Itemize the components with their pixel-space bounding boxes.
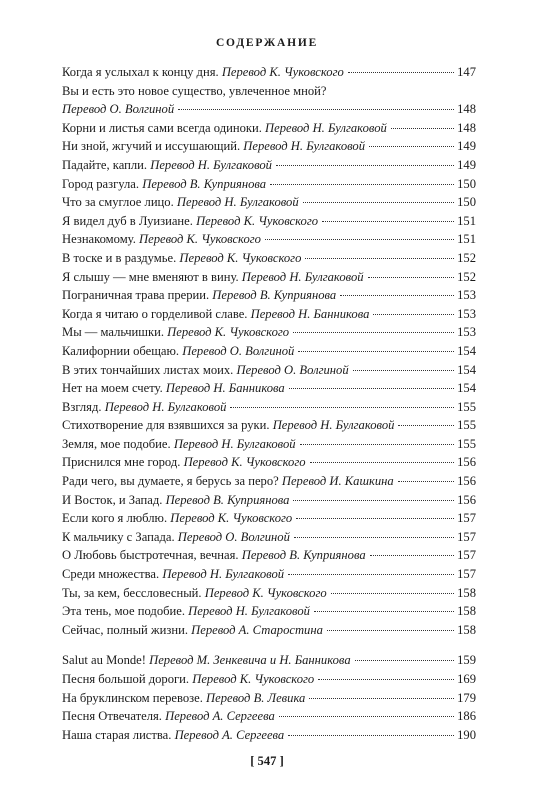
- dot-leader: [391, 128, 454, 129]
- toc-entry: [62, 82, 476, 119]
- toc-entry-page: 190: [457, 727, 476, 742]
- toc-entry-row: [62, 100, 476, 119]
- toc-entry-text: [62, 100, 174, 119]
- toc-group-1: [62, 63, 476, 639]
- dot-leader: [288, 735, 454, 736]
- toc-entry-title: Приснился мне город.: [62, 455, 181, 470]
- toc-entry-text: [62, 707, 275, 726]
- toc-entry-title: Взгляд.: [62, 399, 102, 414]
- toc-entry-title: На бруклинском перевозе.: [62, 690, 203, 705]
- dot-leader: [355, 660, 454, 661]
- toc-entry-title: В этих тончайших листах моих.: [62, 362, 234, 377]
- toc-entry-title: Что за смуглое лицо.: [62, 195, 174, 210]
- toc-entry-translator: Перевод В. Левика: [206, 690, 306, 705]
- toc-entry-text: [62, 528, 290, 547]
- toc-entry: [62, 230, 476, 249]
- toc-entry-title: Эта тень, мое подобие.: [62, 604, 186, 619]
- toc-entry-translator: Перевод Н. Булгаковой: [162, 567, 285, 582]
- toc-entry-page: 155: [457, 436, 476, 451]
- dot-leader: [293, 332, 454, 333]
- toc-entry-translator: Перевод Н. Булгаковой: [176, 195, 299, 210]
- toc-entry-text: [62, 286, 336, 305]
- toc-entry-page: 156: [457, 455, 476, 470]
- dot-leader: [318, 679, 454, 680]
- toc-entry-title: Нет на моем счету.: [62, 381, 163, 396]
- toc-entry-title: Когда я услыхал к концу дня.: [62, 65, 219, 79]
- toc-entry-row: [62, 565, 476, 584]
- dot-leader: [300, 444, 455, 445]
- toc-entry-row: [62, 249, 476, 268]
- toc-entry-text: [62, 726, 284, 745]
- toc-entry-translator: Перевод В. Куприянова: [212, 288, 337, 303]
- toc-entry-translator: Перевод Н. Булгаковой: [150, 157, 272, 172]
- toc-entry-row: [62, 212, 476, 231]
- toc-entry-title: Если кого я люблю.: [62, 511, 168, 526]
- toc-entry-title: Ты, за кем, бессловесный.: [62, 585, 202, 600]
- toc-entry-translator: Перевод Н. Булгаковой: [173, 436, 296, 451]
- toc-entry: [62, 707, 476, 726]
- toc-entry-text: [62, 546, 366, 565]
- toc-entry-title: Сейчас, полный жизни.: [62, 622, 188, 637]
- toc-entry: [62, 268, 476, 287]
- toc-entry-page: 150: [457, 195, 476, 210]
- toc-entry-page: 155: [457, 418, 476, 433]
- toc-entry-page: 152: [457, 269, 476, 284]
- toc-entry-translator: Перевод Н. Банникова: [250, 306, 370, 321]
- dot-leader: [303, 202, 454, 203]
- toc-entry: [62, 670, 476, 689]
- toc-entry-row: [62, 379, 476, 398]
- toc-group-2: [62, 651, 476, 744]
- toc-entry: [62, 546, 476, 565]
- toc-entry-row: [62, 342, 476, 361]
- toc-entry-row: [62, 453, 476, 472]
- toc-entry-page: 157: [457, 529, 476, 544]
- toc-entry-page: 157: [457, 511, 476, 526]
- toc-entry-page: 157: [457, 567, 476, 582]
- toc-entry: [62, 491, 476, 510]
- toc-entry-text: [62, 63, 344, 82]
- toc-entry: [62, 137, 476, 156]
- toc-entry-row: [62, 509, 476, 528]
- toc-entry-row: [62, 305, 476, 324]
- dot-leader: [353, 370, 454, 371]
- toc-entry-translator: Перевод Н. Булгаковой: [243, 139, 366, 154]
- toc-entry-translator: Перевод А. Сергеева: [174, 727, 285, 742]
- toc-entry-text: [62, 472, 394, 491]
- dot-leader: [327, 630, 454, 631]
- toc-entry-title: Незнакомому.: [62, 232, 136, 247]
- toc-entry-translator: Перевод К. Чуковского: [204, 585, 327, 600]
- toc-entry-page: 147: [457, 65, 476, 79]
- toc-entry-text: [62, 670, 314, 689]
- toc-entry-translator: Перевод Н. Булгаковой: [265, 120, 387, 135]
- toc-entry-translator: Перевод О. Волгиной: [62, 102, 175, 117]
- toc-entry: [62, 193, 476, 212]
- toc-entry-title: Когда я читаю о горделивой славе.: [62, 306, 248, 321]
- toc-entry-translator: Перевод К. Чуковского: [167, 325, 290, 340]
- toc-entry-title: Salut au Monde!: [62, 653, 146, 668]
- dot-leader: [296, 518, 454, 519]
- toc-entry-row: [62, 193, 476, 212]
- toc-entry-translator: Перевод В. Куприянова: [165, 492, 290, 507]
- toc-entry-text: [62, 621, 323, 640]
- toc-entry-title: Корни и листья сами всегда одиноки.: [62, 120, 262, 135]
- toc-entry-title: Песня Отвечателя.: [62, 709, 162, 724]
- toc-entry-page: 159: [457, 653, 476, 668]
- toc-entry: [62, 584, 476, 603]
- toc-entry: [62, 156, 476, 175]
- toc-entry-text: [62, 651, 351, 670]
- toc-entry-page: 154: [457, 343, 476, 358]
- toc-entry: [62, 435, 476, 454]
- toc-entry-row: [62, 398, 476, 417]
- dot-leader: [368, 277, 455, 278]
- toc-entry-page: 156: [457, 492, 476, 507]
- toc-entry-text: [62, 230, 261, 249]
- toc-entry-row: [62, 491, 476, 510]
- toc-entry: [62, 621, 476, 640]
- toc-entry-title: Мы — мальчишки.: [62, 325, 164, 340]
- dot-leader: [309, 698, 454, 699]
- toc-entry-translator: Перевод Н. Банникова: [165, 381, 285, 396]
- toc-entry-page: 179: [457, 690, 476, 705]
- toc-entry-title: Я видел дуб в Луизиане.: [62, 213, 193, 228]
- toc-entry-translator: Перевод Н. Булгаковой: [272, 418, 395, 433]
- toc-entry: [62, 416, 476, 435]
- toc-entry-row: [62, 361, 476, 380]
- toc-entry-row: [62, 689, 476, 708]
- dot-leader: [398, 481, 454, 482]
- toc-entry: [62, 249, 476, 268]
- toc-entry: [62, 379, 476, 398]
- toc-entry-title: Пограничная трава прерии.: [62, 288, 210, 303]
- toc-entry-page: 155: [457, 399, 476, 414]
- toc-entry-row: [62, 546, 476, 565]
- dot-leader: [310, 462, 455, 463]
- toc-entry: [62, 602, 476, 621]
- toc-entry-row: [62, 230, 476, 249]
- dot-leader: [373, 314, 454, 315]
- toc-entry-translator: Перевод Н. Булгаковой: [104, 399, 227, 414]
- toc-entry-title: Ради чего, вы думаете, я берусь за перо?: [62, 474, 279, 489]
- dot-leader: [294, 537, 454, 538]
- dot-leader: [288, 574, 454, 575]
- toc-entry-text: [62, 305, 369, 324]
- toc-entry: [62, 286, 476, 305]
- toc-entry-page: 148: [457, 102, 476, 117]
- toc-entry-text: [62, 342, 294, 361]
- dot-leader: [370, 555, 454, 556]
- toc-entry-row: [62, 435, 476, 454]
- toc-entry: [62, 119, 476, 138]
- toc-entry-title: Город разгула.: [62, 176, 140, 191]
- toc-entry-translator: Перевод К. Чуковского: [196, 213, 319, 228]
- toc-entry-row: [62, 584, 476, 603]
- toc-entry-text: [62, 453, 306, 472]
- toc-entry-page: 157: [457, 548, 476, 563]
- toc-entry-text: [62, 509, 292, 528]
- dot-leader: [230, 407, 454, 408]
- toc-entry-translator: Перевод Н. Булгаковой: [188, 604, 310, 619]
- toc-entry-row: [62, 472, 476, 491]
- toc-entry-text: [62, 602, 310, 621]
- toc-entry-title: Среди множества.: [62, 567, 160, 582]
- dot-leader: [322, 221, 454, 222]
- toc-entry-translator: Перевод М. Зенкевича и Н. Банникова: [149, 653, 351, 668]
- dot-leader: [289, 388, 454, 389]
- toc-entry-translator: Перевод О. Волгиной: [177, 529, 290, 544]
- toc-entry-row: [62, 156, 476, 175]
- toc-entry: [62, 398, 476, 417]
- toc-entry: [62, 212, 476, 231]
- toc-entry-page: 151: [457, 232, 476, 247]
- toc-entry-text: [62, 584, 327, 603]
- toc-entry-text: [62, 565, 284, 584]
- toc-entry-page: 153: [457, 288, 476, 303]
- toc-entry-text: [62, 193, 299, 212]
- toc-entry-text: [62, 361, 349, 380]
- toc-entry-text: [62, 491, 289, 510]
- toc-entry-page: 158: [457, 622, 476, 637]
- toc-entry-text: [62, 398, 226, 417]
- toc-entry-text: [62, 249, 301, 268]
- toc-entry-page: 149: [457, 139, 476, 154]
- toc-entry: [62, 305, 476, 324]
- toc-entry-row: [62, 602, 476, 621]
- toc-entry-page: 152: [457, 250, 476, 265]
- toc-entry-text: [62, 175, 266, 194]
- dot-leader: [314, 611, 454, 612]
- toc-entry-translator: Перевод К. Чуковского: [170, 511, 293, 526]
- toc-entry-title: Ни зной, жгучий и иссушающий.: [62, 139, 241, 154]
- toc-entry: [62, 323, 476, 342]
- dot-leader: [305, 258, 454, 259]
- toc-entry-title: Наша старая листва.: [62, 727, 172, 742]
- toc-entry: [62, 509, 476, 528]
- toc-entry-translator: Перевод В. Куприянова: [241, 548, 366, 563]
- toc-entry-row: [62, 707, 476, 726]
- dot-leader: [279, 716, 454, 717]
- dot-leader: [398, 425, 454, 426]
- toc-entry-page: 158: [457, 604, 476, 619]
- toc-entry: [62, 689, 476, 708]
- toc-entry: [62, 175, 476, 194]
- toc-entry-page: 169: [457, 672, 476, 686]
- toc-entry-page: 153: [457, 306, 476, 321]
- toc-entry-translator: Перевод И. Кашкина: [281, 474, 394, 489]
- toc-entry-title: Калифорнии обещаю.: [62, 343, 180, 358]
- toc-entry-row: [62, 621, 476, 640]
- dot-leader: [340, 295, 454, 296]
- toc-entry-title: Песня большой дороги.: [62, 672, 190, 686]
- toc-entry: [62, 651, 476, 670]
- toc-entry-page: 156: [457, 474, 476, 489]
- toc-entry-page: 154: [457, 362, 476, 377]
- toc-entry-page: 186: [457, 709, 476, 724]
- toc-entry-row: [62, 119, 476, 138]
- dot-leader: [276, 165, 454, 166]
- toc-entry-page: 151: [457, 213, 476, 228]
- toc-entry: [62, 63, 476, 82]
- table-of-contents: [62, 63, 476, 744]
- toc-entry-text: [62, 435, 296, 454]
- toc-entry: [62, 565, 476, 584]
- toc-entry-title: Я слышу — мне вменяют в вину.: [62, 269, 239, 284]
- dot-leader: [348, 72, 454, 73]
- toc-entry-row: [62, 323, 476, 342]
- toc-entry-title: В тоске и в раздумье.: [62, 250, 177, 265]
- toc-entry-row: [62, 137, 476, 156]
- dot-leader: [298, 351, 454, 352]
- toc-entry-row: [62, 175, 476, 194]
- toc-entry: [62, 726, 476, 745]
- toc-entry-row: [62, 268, 476, 287]
- toc-entry-row: [62, 528, 476, 547]
- toc-entry-title: Падайте, капли.: [62, 157, 148, 172]
- dot-leader: [178, 109, 454, 110]
- toc-entry-row: [62, 286, 476, 305]
- toc-entry-translator: Перевод К. Чуковского: [221, 65, 344, 79]
- toc-entry-title: К мальчику с Запада.: [62, 529, 175, 544]
- toc-entry: [62, 528, 476, 547]
- toc-entry-page: 154: [457, 381, 476, 396]
- toc-entry: [62, 472, 476, 491]
- toc-entry-page: 153: [457, 325, 476, 340]
- toc-entry-translator: Перевод О. Волгиной: [236, 362, 349, 377]
- toc-entry-page: 149: [457, 157, 476, 172]
- dot-leader: [369, 146, 454, 147]
- toc-entry-text: [62, 119, 387, 138]
- toc-entry-translator: Перевод А. Сергеева: [165, 709, 275, 724]
- dot-leader: [270, 184, 454, 185]
- toc-entry-text: [62, 689, 305, 708]
- toc-entry-translator: Перевод А. Старостина: [191, 622, 323, 637]
- toc-entry-page: 150: [457, 176, 476, 191]
- toc-entry-row: [62, 416, 476, 435]
- toc-entry-text: [62, 137, 365, 156]
- page-number: [ 547 ]: [250, 754, 284, 768]
- toc-entry-text: [62, 156, 272, 175]
- toc-entry-translator: Перевод О. Волгиной: [182, 343, 295, 358]
- toc-entry-translator: Перевод К. Чуковского: [192, 672, 315, 686]
- toc-entry-page: 148: [457, 120, 476, 135]
- toc-entry-row: [62, 726, 476, 745]
- toc-entry-title: Земля, мое подобие.: [62, 436, 171, 451]
- toc-entry-title: О Любовь быстротечная, вечная.: [62, 548, 239, 563]
- toc-entry-translator: Перевод Н. Булгаковой: [241, 269, 364, 284]
- toc-entry-row: [62, 651, 476, 670]
- dot-leader: [293, 500, 454, 501]
- toc-entry-text: [62, 323, 289, 342]
- toc-entry-text: [62, 416, 394, 435]
- page-header: СОДЕРЖАНИЕ: [215, 37, 319, 49]
- toc-entry-translator: Перевод К. Чуковского: [183, 455, 306, 470]
- dot-leader: [331, 593, 454, 594]
- toc-entry-translator: Перевод К. Чуковского: [139, 232, 261, 247]
- toc-entry-text: [62, 212, 318, 231]
- toc-entry-title: И Восток, и Запад.: [62, 492, 163, 507]
- toc-entry: [62, 361, 476, 380]
- toc-entry: [62, 342, 476, 361]
- toc-entry-text: [62, 379, 285, 398]
- toc-entry-page: 158: [457, 585, 476, 600]
- toc-entry-translator: Перевод К. Чуковского: [179, 250, 302, 265]
- dot-leader: [265, 239, 454, 240]
- toc-entry-first-line: Вы и есть это новое существо, увлеченное мной?: [62, 83, 327, 98]
- toc-entry: [62, 453, 476, 472]
- toc-entry-title: Стихотворение для взявшихся за руки.: [62, 418, 270, 433]
- toc-entry-row: [62, 63, 476, 82]
- toc-entry-translator: Перевод В. Куприянова: [142, 176, 267, 191]
- toc-entry-text: [62, 268, 364, 287]
- toc-entry-row: [62, 670, 476, 689]
